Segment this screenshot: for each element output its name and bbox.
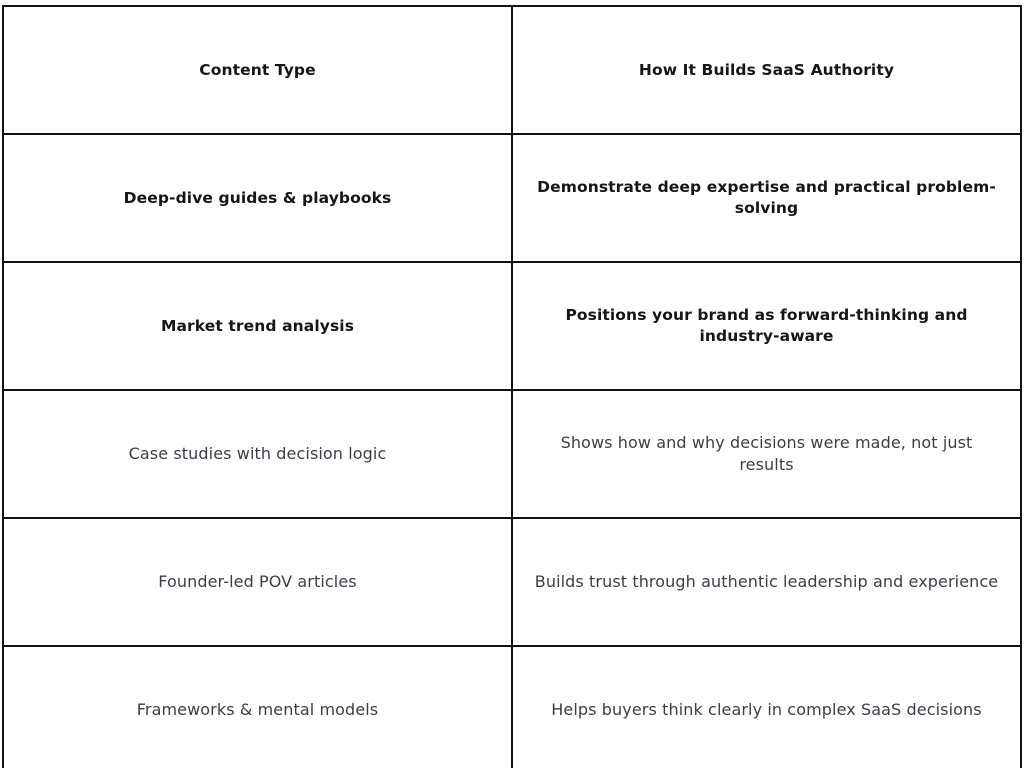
table-header-row [3, 6, 1021, 134]
table-row [3, 518, 1021, 646]
cell-how-it-builds: Helps buyers think clearly in complex SaaS decisions [512, 646, 1021, 768]
cell-how-it-builds: Demonstrate deep expertise and practical problem-solving [512, 134, 1021, 262]
table-row [3, 134, 1021, 262]
cell-content-type: Deep-dive guides & playbooks [3, 134, 512, 262]
table-row [3, 390, 1021, 518]
content-type-saas-authority-table [2, 5, 1022, 768]
table-container [2, 5, 1020, 768]
cell-content-type: Case studies with decision logic [3, 390, 512, 518]
cell-content-type: Founder-led POV articles [3, 518, 512, 646]
column-header-content-type: Content Type [3, 6, 512, 134]
cell-how-it-builds: Shows how and why decisions were made, not just results [512, 390, 1021, 518]
column-header-how-it-builds-saas-authority: How It Builds SaaS Authority [512, 6, 1021, 134]
table-row [3, 646, 1021, 768]
cell-how-it-builds: Positions your brand as forward-thinking and industry-aware [512, 262, 1021, 390]
table-row [3, 262, 1021, 390]
cell-content-type: Market trend analysis [3, 262, 512, 390]
cell-content-type: Frameworks & mental models [3, 646, 512, 768]
cell-how-it-builds: Builds trust through authentic leadership and experience [512, 518, 1021, 646]
